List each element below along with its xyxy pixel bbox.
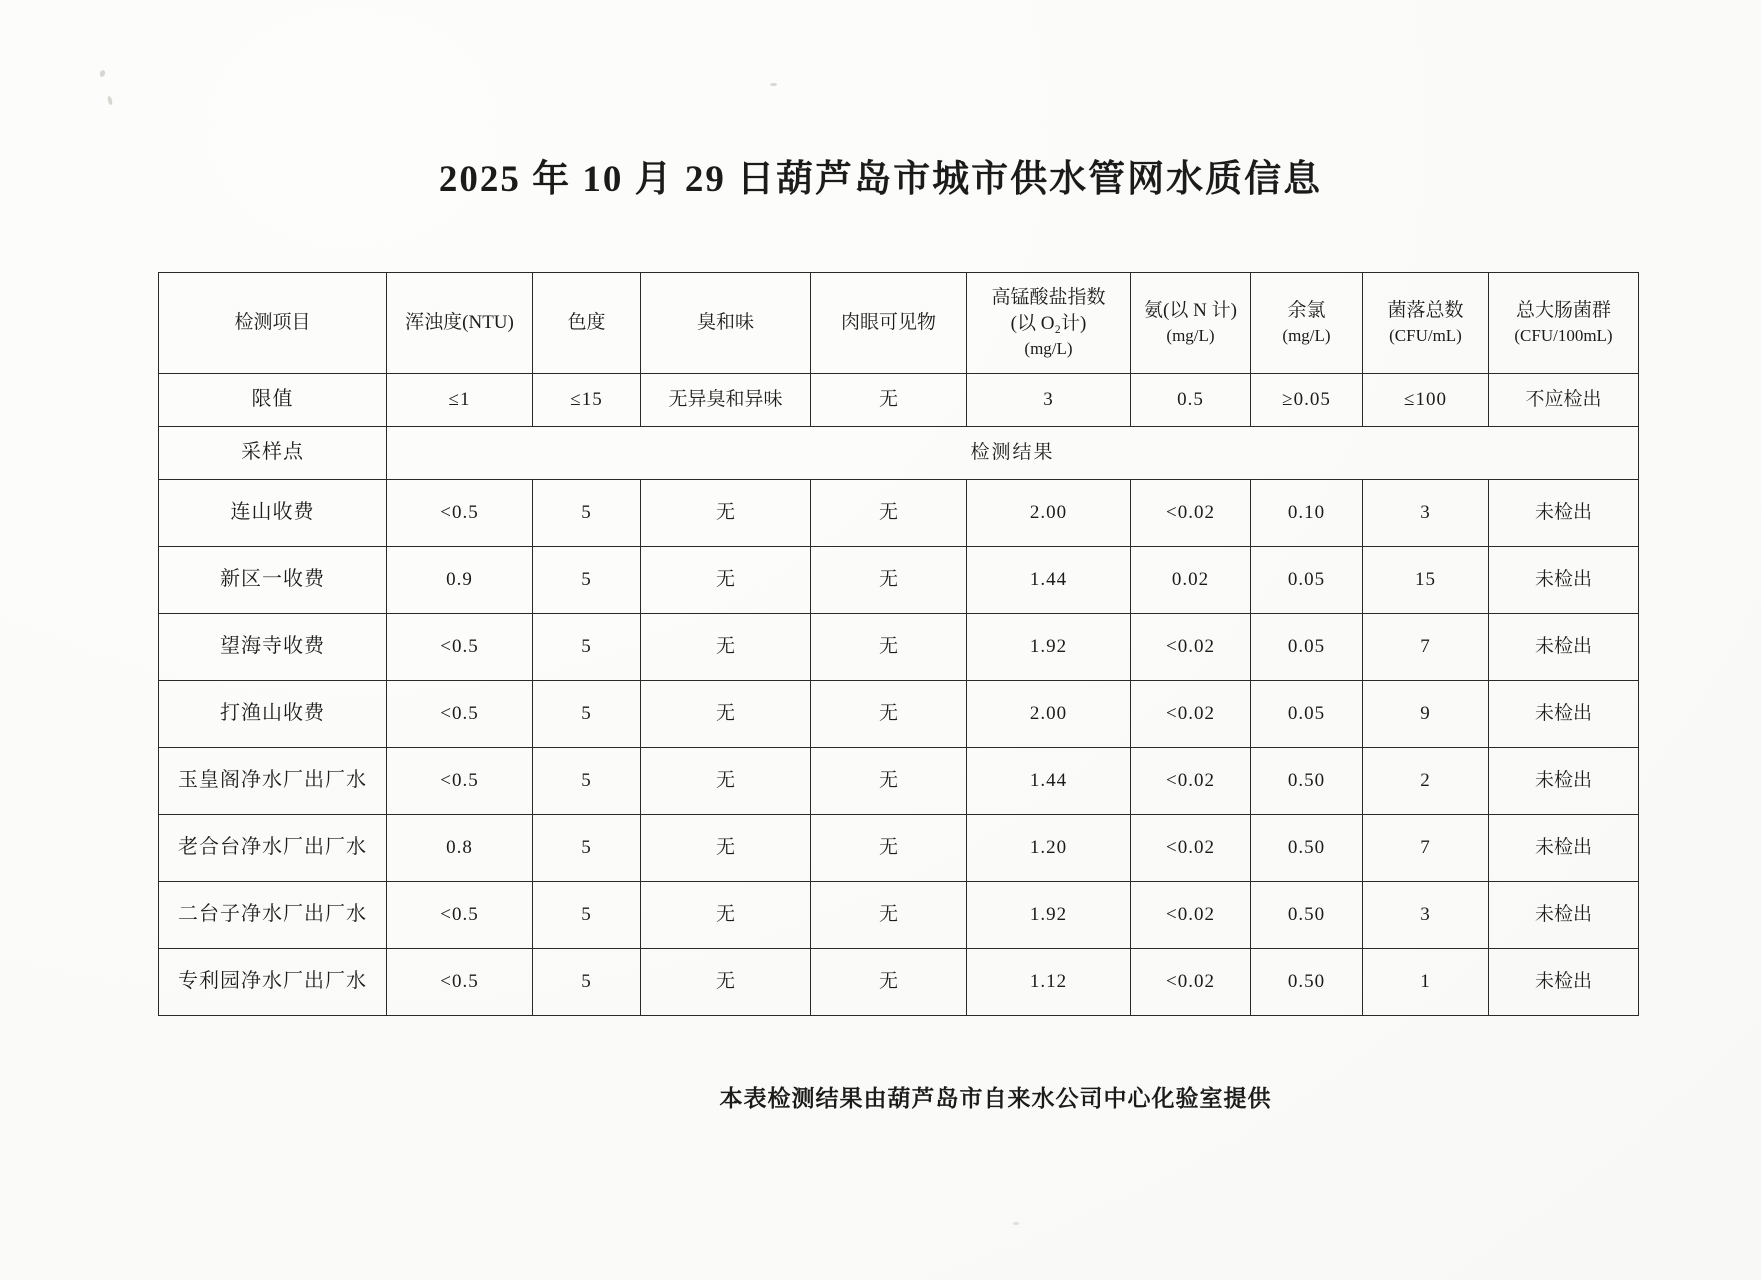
cell-visible-matter: 无: [811, 882, 967, 949]
cell-total-coliform: 未检出: [1489, 815, 1639, 882]
table-row: [159, 614, 1639, 681]
limit-row: [159, 374, 1639, 427]
header-line-1: 氨(以 N 计): [1144, 300, 1237, 322]
table-row: [159, 480, 1639, 547]
column-header-ammonia: [1131, 273, 1251, 374]
cell-colony-count: 7: [1363, 815, 1489, 882]
cell-ammonia: <0.02: [1131, 480, 1251, 547]
cell-residual-chlorine: 0.10: [1251, 480, 1363, 547]
cell-permanganate-index: 1.44: [967, 547, 1131, 614]
cell-turbidity: <0.5: [387, 681, 533, 748]
limit-value: 无: [811, 374, 967, 427]
sample-point-name: 连山收费: [159, 480, 387, 547]
limit-value: ≤100: [1363, 374, 1489, 427]
header-line-1: 总大肠菌群: [1515, 300, 1611, 322]
cell-permanganate-index: 1.12: [967, 949, 1131, 1016]
header-line-1: 菌落总数: [1387, 300, 1464, 322]
header-line-3: (mg/L): [1024, 339, 1073, 359]
column-header-chroma: [533, 273, 641, 374]
sample-point-name: 二台子净水厂出厂水: [159, 882, 387, 949]
header-line-2: (CFU/100mL): [1514, 326, 1613, 346]
header-line-1: 肉眼可见物: [840, 311, 936, 333]
cell-ammonia: <0.02: [1131, 949, 1251, 1016]
cell-permanganate-index: 1.92: [967, 882, 1131, 949]
limit-value: 0.5: [1131, 374, 1251, 427]
header-line-1: 高锰酸盐指数: [991, 287, 1106, 309]
cell-chroma: 5: [533, 815, 641, 882]
page-title: 2025 年 10 月 29 日葫芦岛市城市供水管网水质信息: [438, 159, 1323, 200]
column-header-colony-count: [1363, 273, 1489, 374]
sample-point-name: 打渔山收费: [159, 681, 387, 748]
scan-speck: [1013, 1222, 1019, 1225]
cell-total-coliform: 未检出: [1489, 681, 1639, 748]
header-line-2: (mg/L): [1166, 326, 1215, 346]
cell-colony-count: 15: [1363, 547, 1489, 614]
cell-turbidity: <0.5: [387, 949, 533, 1016]
cell-turbidity: <0.5: [387, 480, 533, 547]
header-line-2: (CFU/mL): [1389, 326, 1462, 346]
footnote: 本表检测结果由葫芦岛市自来水公司中心化验室提供: [719, 1086, 1272, 1111]
cell-total-coliform: 未检出: [1489, 614, 1639, 681]
cell-chroma: 5: [533, 480, 641, 547]
cell-total-coliform: 未检出: [1489, 748, 1639, 815]
cell-chroma: 5: [533, 882, 641, 949]
column-header-odor: [641, 273, 811, 374]
cell-visible-matter: 无: [811, 748, 967, 815]
cell-chroma: 5: [533, 614, 641, 681]
cell-turbidity: <0.5: [387, 748, 533, 815]
cell-total-coliform: 未检出: [1489, 949, 1639, 1016]
table-row: [159, 681, 1639, 748]
cell-ammonia: <0.02: [1131, 882, 1251, 949]
header-line-1: 色度: [567, 311, 606, 333]
cell-odor: 无: [641, 614, 811, 681]
limit-value: 无异臭和异味: [641, 374, 811, 427]
cell-odor: 无: [641, 949, 811, 1016]
table-row: [159, 547, 1639, 614]
cell-odor: 无: [641, 748, 811, 815]
cell-colony-count: 1: [1363, 949, 1489, 1016]
cell-residual-chlorine: 0.50: [1251, 949, 1363, 1016]
cell-residual-chlorine: 0.50: [1251, 882, 1363, 949]
limit-value: ≤1: [387, 374, 533, 427]
cell-chroma: 5: [533, 547, 641, 614]
cell-residual-chlorine: 0.50: [1251, 748, 1363, 815]
table-header-row: [159, 273, 1639, 374]
sample-point-name: 老合台净水厂出厂水: [159, 815, 387, 882]
cell-odor: 无: [641, 882, 811, 949]
cell-residual-chlorine: 0.05: [1251, 614, 1363, 681]
header-line-1: 臭和味: [696, 311, 754, 333]
cell-visible-matter: 无: [811, 547, 967, 614]
cell-visible-matter: 无: [811, 681, 967, 748]
column-header-total-coliform: [1489, 273, 1639, 374]
cell-chroma: 5: [533, 681, 641, 748]
cell-colony-count: 3: [1363, 882, 1489, 949]
cell-colony-count: 7: [1363, 614, 1489, 681]
table-row: [159, 949, 1639, 1016]
sample-point-name: 新区一收费: [159, 547, 387, 614]
cell-residual-chlorine: 0.50: [1251, 815, 1363, 882]
cell-turbidity: <0.5: [387, 614, 533, 681]
sample-point-name: 玉皇阁净水厂出厂水: [159, 748, 387, 815]
cell-colony-count: 3: [1363, 480, 1489, 547]
limit-value: 不应检出: [1489, 374, 1639, 427]
cell-ammonia: <0.02: [1131, 815, 1251, 882]
result-header: 检测结果: [387, 427, 1639, 480]
header-line-1: 浑浊度(NTU): [405, 311, 514, 333]
scan-speck: [107, 96, 113, 106]
scan-speck: [770, 83, 777, 86]
cell-permanganate-index: 2.00: [967, 480, 1131, 547]
cell-colony-count: 9: [1363, 681, 1489, 748]
cell-odor: 无: [641, 547, 811, 614]
cell-colony-count: 2: [1363, 748, 1489, 815]
cell-visible-matter: 无: [811, 614, 967, 681]
cell-total-coliform: 未检出: [1489, 547, 1639, 614]
header-line-1: 余氯: [1287, 300, 1326, 322]
cell-permanganate-index: 1.92: [967, 614, 1131, 681]
column-header-visible-matter: [811, 273, 967, 374]
table-row: [159, 815, 1639, 882]
cell-turbidity: <0.5: [387, 882, 533, 949]
table-row: [159, 748, 1639, 815]
limit-value: 3: [967, 374, 1131, 427]
cell-odor: 无: [641, 815, 811, 882]
column-header-residual-chlorine: [1251, 273, 1363, 374]
cell-total-coliform: 未检出: [1489, 882, 1639, 949]
cell-odor: 无: [641, 681, 811, 748]
cell-turbidity: 0.9: [387, 547, 533, 614]
column-header-permanganate-index: [967, 273, 1131, 374]
cell-odor: 无: [641, 480, 811, 547]
sample-point-name: 专利园净水厂出厂水: [159, 949, 387, 1016]
limit-row-label: 限值: [159, 374, 387, 427]
scan-speck: [99, 69, 106, 77]
cell-ammonia: 0.02: [1131, 547, 1251, 614]
sample-point-header-row: [159, 427, 1639, 480]
cell-permanganate-index: 1.20: [967, 815, 1131, 882]
cell-residual-chlorine: 0.05: [1251, 547, 1363, 614]
header-line-2: (mg/L): [1282, 326, 1331, 346]
cell-total-coliform: 未检出: [1489, 480, 1639, 547]
cell-permanganate-index: 1.44: [967, 748, 1131, 815]
cell-turbidity: 0.8: [387, 815, 533, 882]
cell-permanganate-index: 2.00: [967, 681, 1131, 748]
water-quality-table: [158, 272, 1639, 1016]
cell-chroma: 5: [533, 748, 641, 815]
limit-value: ≥0.05: [1251, 374, 1363, 427]
header-line-2: (以 O₂计): [1010, 313, 1087, 335]
sample-point-label: 采样点: [159, 427, 387, 480]
column-header-turbidity: [387, 273, 533, 374]
limit-value: ≤15: [533, 374, 641, 427]
sample-point-name: 望海寺收费: [159, 614, 387, 681]
cell-ammonia: <0.02: [1131, 748, 1251, 815]
table-row: [159, 882, 1639, 949]
cell-chroma: 5: [533, 949, 641, 1016]
cell-ammonia: <0.02: [1131, 614, 1251, 681]
cell-visible-matter: 无: [811, 815, 967, 882]
cell-ammonia: <0.02: [1131, 681, 1251, 748]
cell-visible-matter: 无: [811, 480, 967, 547]
cell-visible-matter: 无: [811, 949, 967, 1016]
column-header-item: 检测项目: [159, 273, 387, 374]
cell-residual-chlorine: 0.05: [1251, 681, 1363, 748]
